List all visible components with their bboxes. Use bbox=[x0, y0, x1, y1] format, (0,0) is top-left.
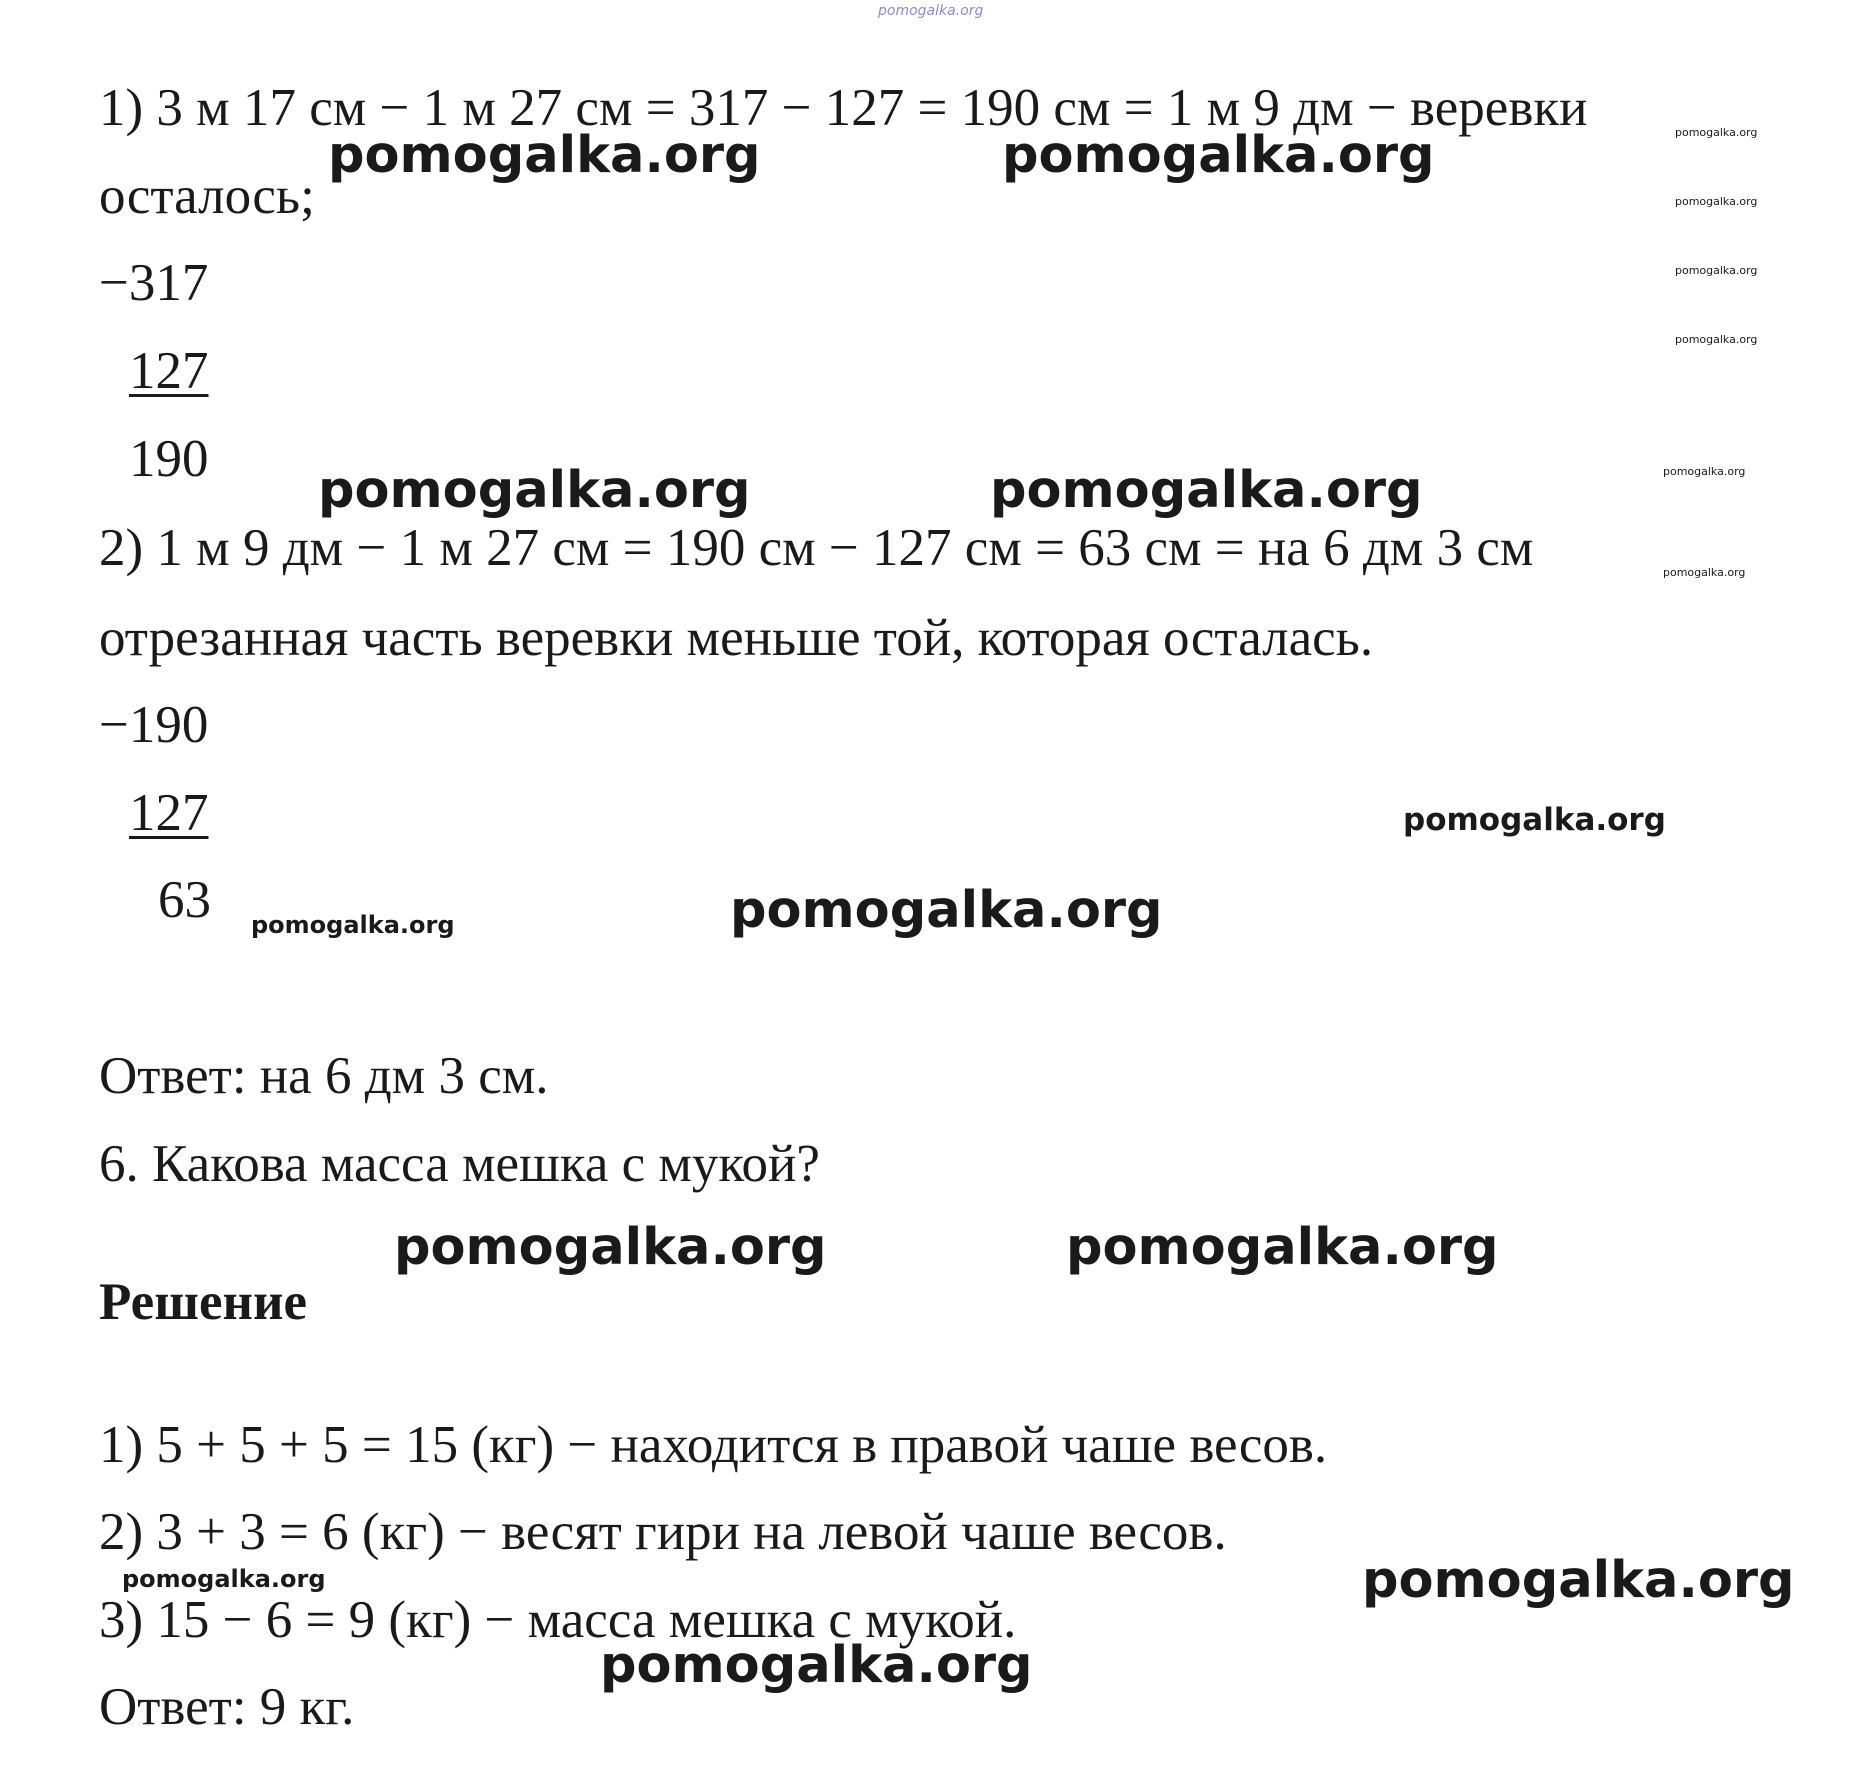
task5-step2-line2: отрезанная часть веревки меньше той, которая осталась. bbox=[99, 609, 1374, 667]
watermark: pomogalka.org bbox=[328, 126, 761, 185]
watermark: pomogalka.org bbox=[1066, 1218, 1499, 1277]
watermark: pomogalka.org bbox=[1675, 264, 1758, 277]
calc1-subtrahend: 127 bbox=[129, 342, 209, 400]
calc2-subtrahend: 127 bbox=[129, 784, 209, 842]
task5-step1-line1: 1) 3 м 17 см − 1 м 27 см = 317 − 127 = 190 см = 1 м 9 дм − веревки bbox=[99, 79, 1588, 137]
calc1-result: 190 bbox=[129, 430, 209, 488]
task6-question: 6. Какова масса мешка с мукой? bbox=[99, 1135, 820, 1193]
calc2-result: 63 bbox=[158, 871, 211, 929]
task6-step3: 3) 15 − 6 = 9 (кг) − масса мешка с мукой. bbox=[99, 1591, 1017, 1649]
task5-step1-line2: осталось; bbox=[99, 167, 315, 225]
watermark: pomogalka.org bbox=[600, 1636, 1033, 1695]
watermark: pomogalka.org bbox=[1675, 333, 1758, 346]
watermark: pomogalka.org bbox=[122, 1565, 326, 1593]
solution-heading: Решение bbox=[99, 1273, 308, 1331]
task5-answer: Ответ: на 6 дм 3 см. bbox=[99, 1047, 549, 1105]
watermark: pomogalka.org bbox=[318, 461, 751, 520]
task5-step2-line1: 2) 1 м 9 дм − 1 м 27 см = 190 см − 127 см = 63 см = на 6 дм 3 см bbox=[99, 519, 1534, 577]
watermark-top: pomogalka.org bbox=[878, 3, 984, 19]
watermark: pomogalka.org bbox=[1403, 802, 1666, 838]
watermark: pomogalka.org bbox=[1002, 126, 1435, 185]
calc1-minuend: −317 bbox=[99, 254, 209, 312]
watermark: pomogalka.org bbox=[1663, 465, 1746, 478]
watermark: pomogalka.org bbox=[251, 911, 455, 939]
watermark: pomogalka.org bbox=[1675, 126, 1758, 139]
watermark: pomogalka.org bbox=[394, 1218, 827, 1277]
watermark: pomogalka.org bbox=[1675, 195, 1758, 208]
task6-step1: 1) 5 + 5 + 5 = 15 (кг) − находится в правой чаше весов. bbox=[99, 1416, 1328, 1474]
watermark: pomogalka.org bbox=[990, 461, 1423, 520]
watermark: pomogalka.org bbox=[730, 881, 1163, 940]
task6-answer: Ответ: 9 кг. bbox=[99, 1678, 355, 1736]
watermark: pomogalka.org bbox=[1362, 1551, 1795, 1610]
calc2-minuend: −190 bbox=[99, 696, 209, 754]
watermark: pomogalka.org bbox=[1663, 566, 1746, 579]
task6-step2: 2) 3 + 3 = 6 (кг) − весят гири на левой чаше весов. bbox=[99, 1503, 1227, 1561]
